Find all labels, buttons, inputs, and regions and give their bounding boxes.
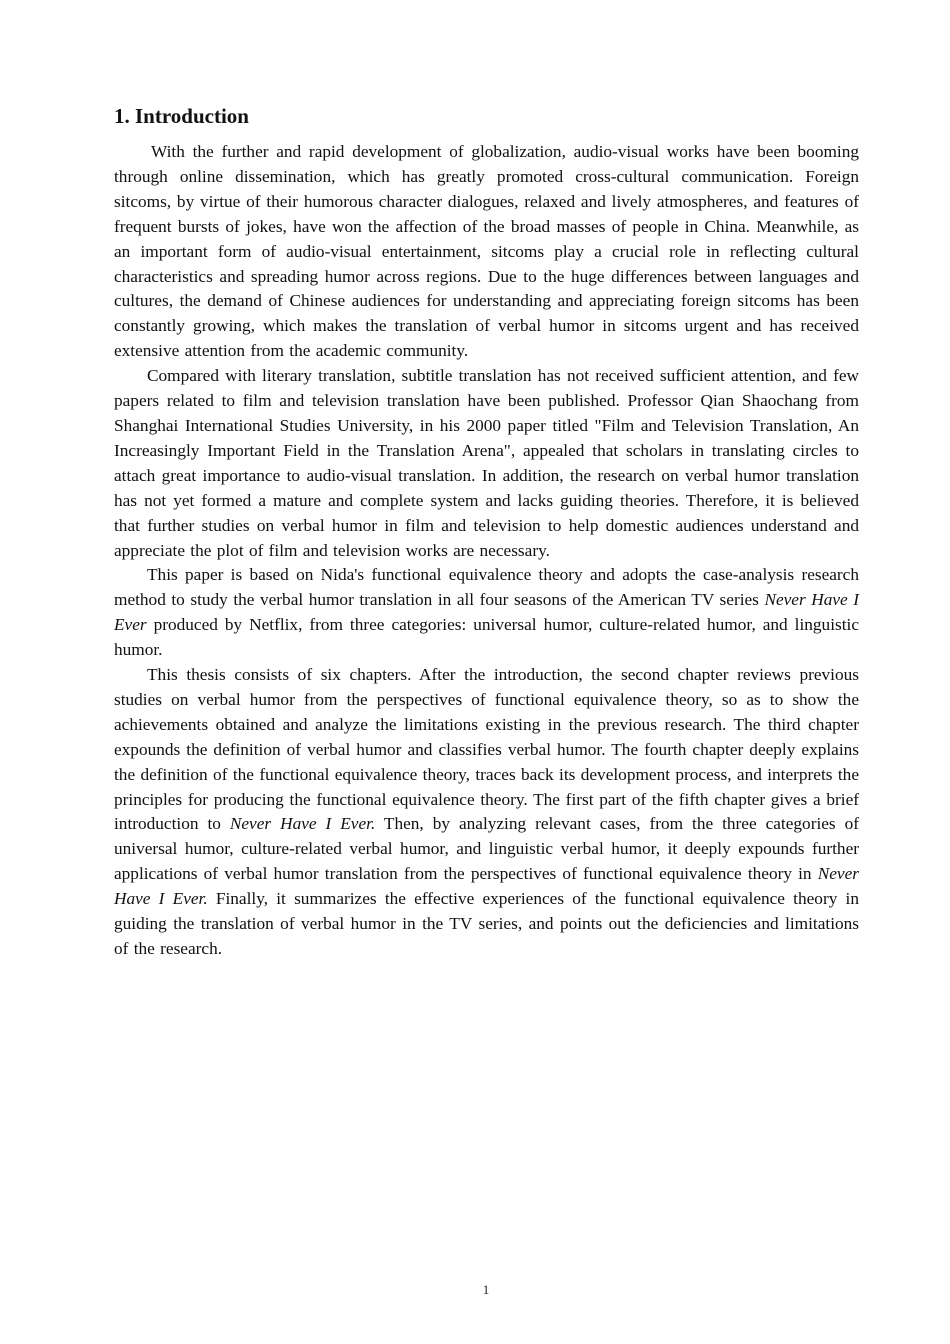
paragraph-4-run-5: Finally, it summarizes the effective experiences of the functional equivalence theory in guiding the translation of verbal humor in the TV series, and points out the deficiencies and limitations of the research. <box>114 889 859 958</box>
paragraph-2-run-1: Compared with literary translation, subtitle translation has not received sufficient attention, and few papers related to film and television translation have been published. Professor Qian Shaochang from Shanghai International Studies University, in his 2000 paper titled "Film and Television Translation, An Increasingly Important Field in the Translation Arena", appealed that scholars in translating circles to attach great importance to audio-visual translation. In addition, the research on verbal humor translation has not yet formed a mature and complete system and lacks guiding theories. Therefore, it is believed that further studies on verbal humor in film and television to help domestic audiences understand and appreciate the plot of film and television works are necessary. <box>114 366 859 560</box>
paragraph-4-run-1: This thesis consists of six chapters. After the introduction, the second chapter reviews previous studies on verbal humor from the perspectives of functional equivalence theory, so as to show the achievements obtained and analyze the limitations existing in the previous research. The third chapter expounds the definition of verbal humor and classifies verbal humor. The fourth chapter deeply explains the definition of the functional equivalence theory, traces back its development process, and interprets the principles for producing the functional equivalence theory. The first part of the fifth chapter gives a brief introduction to <box>114 665 859 834</box>
document-page <box>114 102 859 962</box>
page-number: 1 <box>482 1282 490 1297</box>
paragraph-3-run-3: produced by Netflix, from three categories: universal humor, culture-related humor, and linguistic humor. <box>114 615 859 660</box>
series-title-italic: Never Have I Ever. <box>229 814 376 834</box>
section-heading: 1. Introduction <box>114 104 249 128</box>
paragraph-3 <box>114 563 859 663</box>
series-title-italic: Never Have I Ever <box>114 590 859 635</box>
body-text <box>114 140 859 962</box>
paragraph-1-run-1: With the further and rapid development of globalization, audio-visual works have been booming through online dissemination, which has greatly promoted cross-cultural communication. Foreign sitcoms, by virtue of their humorous character dialogues, relaxed and lively atmospheres, and features of frequent bursts of jokes, have won the affection of the broad masses of people in China. Meanwhile, as an important form of audio-visual entertainment, sitcoms play a crucial role in reflecting cultural characteristics and spreading humor across regions. Due to the huge differences between languages and cultures, the demand of Chinese audiences for understanding and appreciating foreign sitcoms has been constantly growing, which makes the translation of verbal humor in sitcoms urgent and has received extensive attention from the academic community. <box>114 142 859 361</box>
series-title-italic: Never Have I Ever. <box>114 864 859 909</box>
paragraph-4-run-3: Then, by analyzing relevant cases, from the three categories of universal humor, culture-related verbal humor, and linguistic verbal humor, it deeply expounds further applications of verbal humor translation from the perspectives of functional equivalence theory in <box>114 814 860 884</box>
paragraph-3-run-1: This paper is based on Nida's functional equivalence theory and adopts the case-analysis research method to study the verbal humor translation in all four seasons of the American TV series <box>114 565 859 610</box>
paragraph-4 <box>114 663 859 962</box>
paragraph-1 <box>114 140 859 364</box>
paragraph-2 <box>114 364 859 563</box>
